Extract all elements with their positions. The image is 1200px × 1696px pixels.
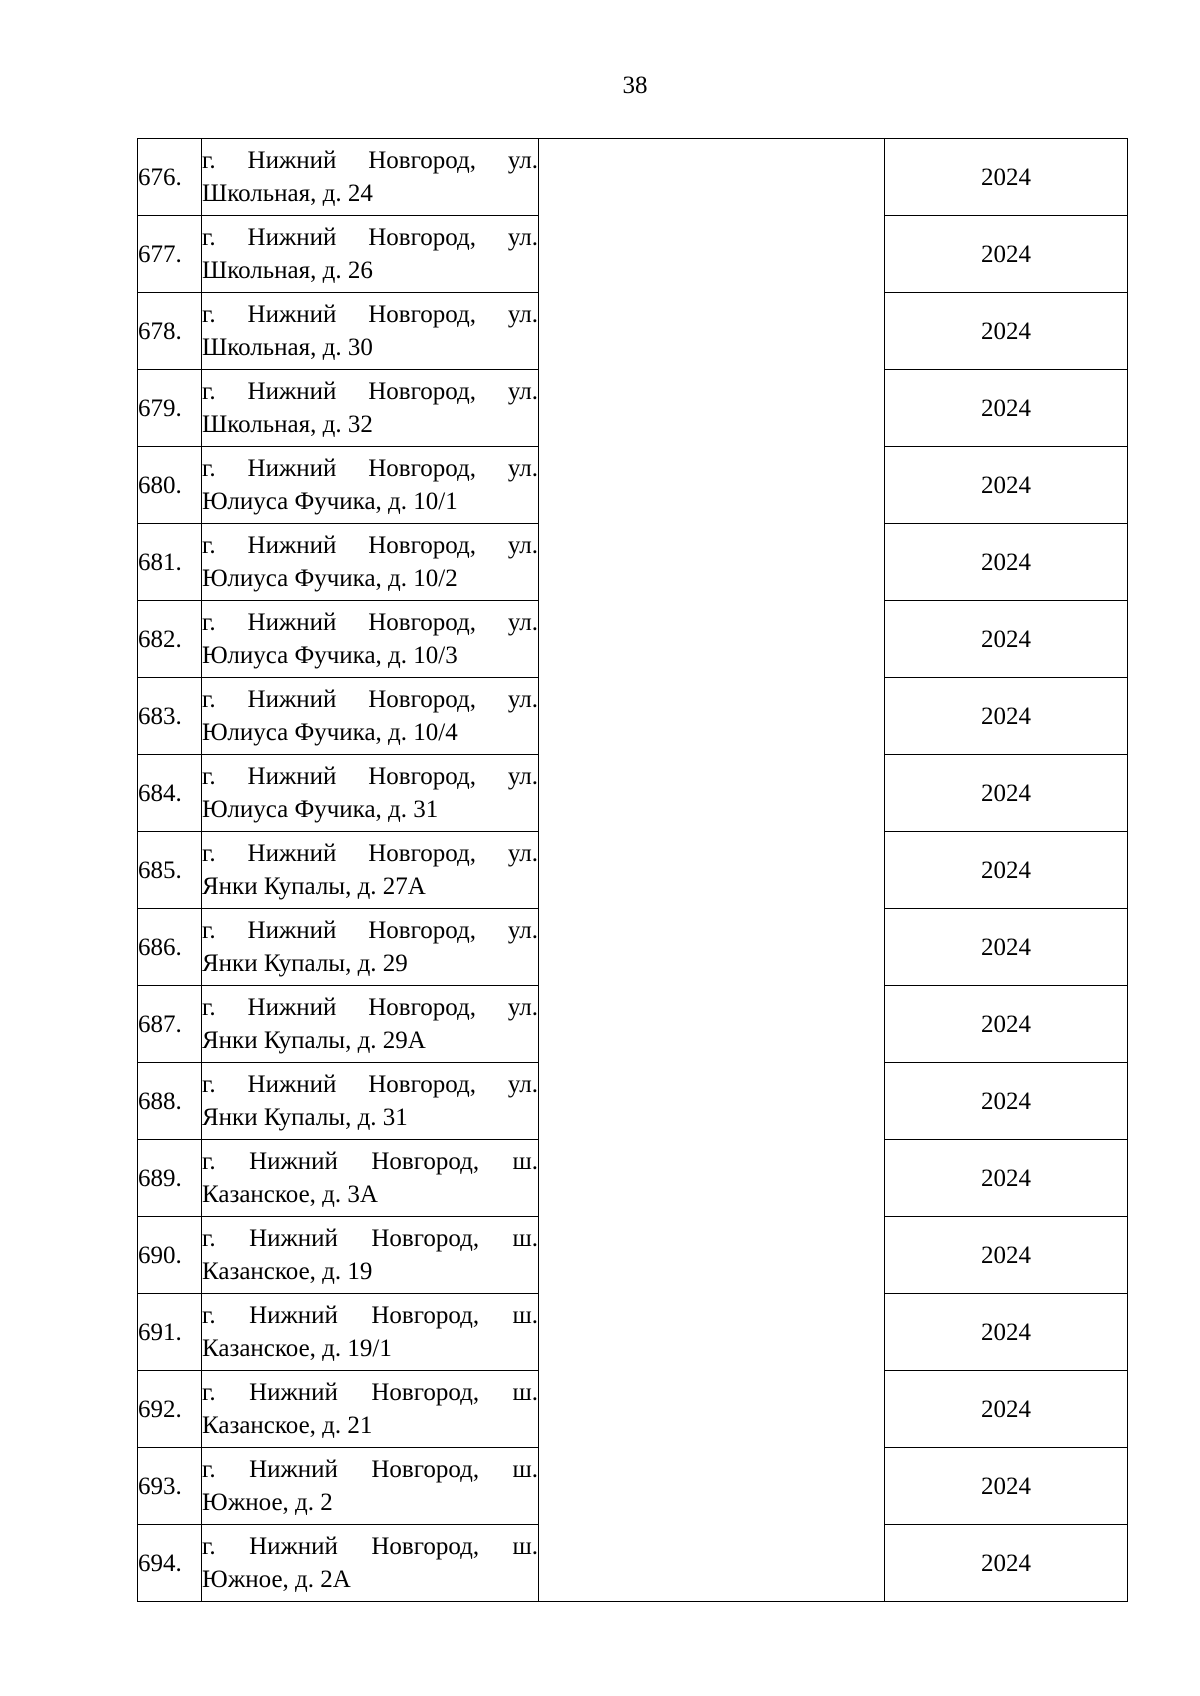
address-line-1: г. Нижний Новгород, ул.: [202, 686, 538, 713]
address-cell: [202, 1063, 539, 1140]
address-cell: [202, 447, 539, 524]
address-line-2: Юлиуса Фучика, д. 31: [202, 796, 439, 823]
year-cell: 2024: [885, 1371, 1128, 1448]
address-line-2: Казанское, д. 3А: [202, 1181, 378, 1208]
address-line-2: Янки Купалы, д. 31: [202, 1104, 408, 1131]
row-number: 684.: [138, 755, 202, 832]
address-cell: [202, 370, 539, 447]
year-cell: 2024: [885, 986, 1128, 1063]
address-cell: [202, 909, 539, 986]
row-number: 678.: [138, 293, 202, 370]
address-line-2: Юлиуса Фучика, д. 10/3: [202, 642, 458, 669]
address-line-1: г. Нижний Новгород, ул.: [202, 917, 538, 944]
address-line-1: г. Нижний Новгород, ул.: [202, 147, 538, 174]
address-line-2: Казанское, д. 19: [202, 1258, 373, 1285]
address-line-1: г. Нижний Новгород, ул.: [202, 455, 538, 482]
address-line-2: Школьная, д. 24: [202, 180, 373, 207]
address-cell: [202, 1371, 539, 1448]
address-cell: [202, 216, 539, 293]
empty-merged-cell: [539, 139, 885, 1602]
address-line-2: Казанское, д. 19/1: [202, 1335, 392, 1362]
row-number: 686.: [138, 909, 202, 986]
row-number: 688.: [138, 1063, 202, 1140]
year-cell: 2024: [885, 832, 1128, 909]
address-line-2: Южное, д. 2А: [202, 1566, 351, 1593]
year-cell: 2024: [885, 1294, 1128, 1371]
row-number: 682.: [138, 601, 202, 678]
address-line-1: г. Нижний Новгород, ул.: [202, 301, 538, 328]
address-cell: [202, 1294, 539, 1371]
row-number: 693.: [138, 1448, 202, 1525]
address-line-1: г. Нижний Новгород, ул.: [202, 224, 538, 251]
address-cell: [202, 678, 539, 755]
address-line-2: Школьная, д. 32: [202, 411, 373, 438]
address-line-2: Южное, д. 2: [202, 1489, 333, 1516]
row-number: 676.: [138, 139, 202, 216]
address-line-2: Юлиуса Фучика, д. 10/2: [202, 565, 458, 592]
address-line-2: Юлиуса Фучика, д. 10/4: [202, 719, 458, 746]
address-line-1: г. Нижний Новгород, ш.: [202, 1302, 538, 1329]
address-line-1: г. Нижний Новгород, ул.: [202, 378, 538, 405]
year-cell: 2024: [885, 601, 1128, 678]
row-number: 692.: [138, 1371, 202, 1448]
year-cell: 2024: [885, 370, 1128, 447]
page-number: 38: [622, 72, 648, 99]
table-row: [138, 139, 1128, 216]
address-cell: [202, 1525, 539, 1602]
address-cell: [202, 1217, 539, 1294]
address-line-1: г. Нижний Новгород, ул.: [202, 532, 538, 559]
address-cell: [202, 986, 539, 1063]
address-cell: [202, 139, 539, 216]
year-cell: 2024: [885, 139, 1128, 216]
address-line-1: г. Нижний Новгород, ул.: [202, 1071, 538, 1098]
row-number: 690.: [138, 1217, 202, 1294]
address-cell: [202, 1140, 539, 1217]
year-cell: 2024: [885, 216, 1128, 293]
year-cell: 2024: [885, 1140, 1128, 1217]
address-table: [137, 138, 1128, 1602]
year-cell: 2024: [885, 293, 1128, 370]
year-cell: 2024: [885, 1525, 1128, 1602]
address-cell: [202, 524, 539, 601]
year-cell: 2024: [885, 1217, 1128, 1294]
year-cell: 2024: [885, 1448, 1128, 1525]
year-cell: 2024: [885, 447, 1128, 524]
row-number: 691.: [138, 1294, 202, 1371]
row-number: 687.: [138, 986, 202, 1063]
address-line-1: г. Нижний Новгород, ш.: [202, 1225, 538, 1252]
address-line-1: г. Нижний Новгород, ул.: [202, 763, 538, 790]
year-cell: 2024: [885, 524, 1128, 601]
address-table-body: [138, 139, 1128, 1602]
row-number: 694.: [138, 1525, 202, 1602]
address-line-2: Янки Купалы, д. 29А: [202, 1027, 426, 1054]
address-cell: [202, 293, 539, 370]
address-cell: [202, 755, 539, 832]
address-line-1: г. Нижний Новгород, ш.: [202, 1379, 538, 1406]
address-line-2: Юлиуса Фучика, д. 10/1: [202, 488, 458, 515]
row-number: 679.: [138, 370, 202, 447]
address-line-2: Школьная, д. 26: [202, 257, 373, 284]
year-cell: 2024: [885, 678, 1128, 755]
address-line-1: г. Нижний Новгород, ш.: [202, 1148, 538, 1175]
row-number: 681.: [138, 524, 202, 601]
year-cell: 2024: [885, 755, 1128, 832]
row-number: 685.: [138, 832, 202, 909]
year-cell: 2024: [885, 1063, 1128, 1140]
address-line-1: г. Нижний Новгород, ул.: [202, 840, 538, 867]
row-number: 677.: [138, 216, 202, 293]
row-number: 683.: [138, 678, 202, 755]
address-cell: [202, 1448, 539, 1525]
row-number: 680.: [138, 447, 202, 524]
address-line-2: Янки Купалы, д. 29: [202, 950, 408, 977]
row-number: 689.: [138, 1140, 202, 1217]
address-cell: [202, 832, 539, 909]
address-line-2: Янки Купалы, д. 27А: [202, 873, 426, 900]
address-line-2: Школьная, д. 30: [202, 334, 373, 361]
address-line-2: Казанское, д. 21: [202, 1412, 373, 1439]
address-line-1: г. Нижний Новгород, ул.: [202, 609, 538, 636]
year-cell: 2024: [885, 909, 1128, 986]
address-cell: [202, 601, 539, 678]
address-line-1: г. Нижний Новгород, ул.: [202, 994, 538, 1021]
address-line-1: г. Нижний Новгород, ш.: [202, 1456, 538, 1483]
address-line-1: г. Нижний Новгород, ш.: [202, 1533, 538, 1560]
